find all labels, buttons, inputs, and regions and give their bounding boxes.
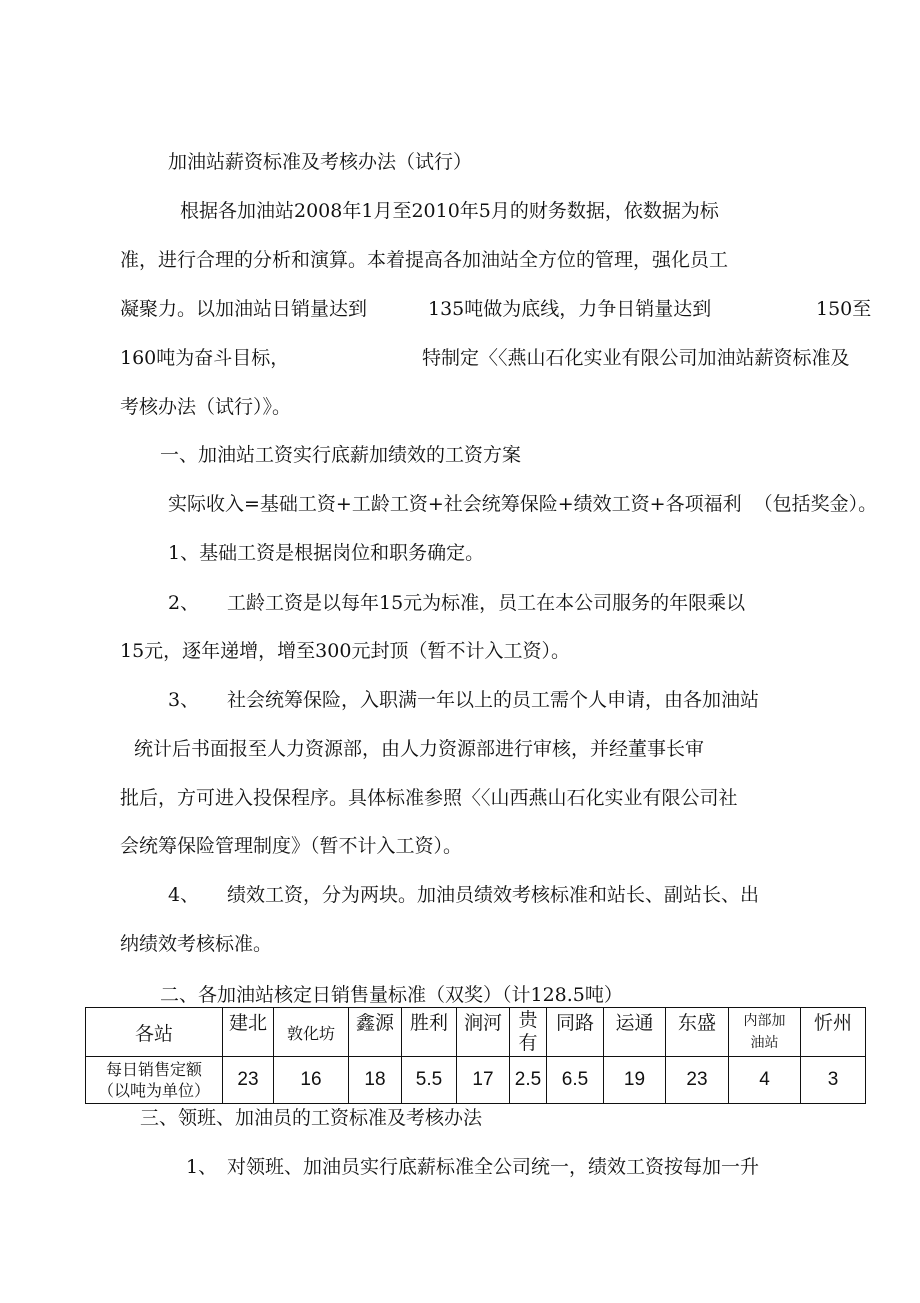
item-1: 1、基础工资是根据岗位和职务确定。 bbox=[168, 542, 485, 564]
intro-line-3a: 凝聚力。以加油站日销量达到 bbox=[120, 298, 368, 320]
item-4-line-a: 绩效工资，分为两块。加油员绩效考核标准和站长、副站长、出 bbox=[227, 884, 760, 906]
item-3-number: 3、 bbox=[168, 689, 200, 711]
station-name-cell: 胜利 bbox=[402, 1008, 457, 1057]
table-value-row bbox=[86, 1057, 866, 1104]
intro-line-1: 根据各加油站2008年1月至2010年5月的财务数据，依数据为标 bbox=[180, 200, 719, 222]
quota-row-label-line-2: （以吨为单位） bbox=[97, 1081, 210, 1100]
station-name-cell: 建北 bbox=[223, 1008, 274, 1057]
quota-value-cell: 2.5 bbox=[510, 1057, 547, 1104]
station-name-cell: 东盛 bbox=[666, 1008, 729, 1057]
intro-line-5: 考核办法（试行）》。 bbox=[120, 396, 292, 418]
station-header-cell: 各站 bbox=[86, 1008, 223, 1057]
document-title: 加油站薪资标准及考核办法（试行） bbox=[168, 151, 473, 173]
table-header-row bbox=[86, 1008, 866, 1057]
quota-value-cell: 3 bbox=[801, 1057, 866, 1104]
station-name-cell: 鑫源 bbox=[349, 1008, 402, 1057]
section-1-title: 一、加油站工资实行底薪加绩效的工资方案 bbox=[160, 444, 522, 466]
item-4-number: 4、 bbox=[168, 884, 200, 906]
quota-value-cell: 23 bbox=[223, 1057, 274, 1104]
intro-line-4a: 160吨为奋斗目标， bbox=[120, 347, 290, 369]
section-3-item-1-number: 1、 bbox=[186, 1156, 218, 1178]
quota-value-cell: 16 bbox=[274, 1057, 349, 1104]
station-name-cell: 同路 bbox=[547, 1008, 604, 1057]
station-name-cell: 涧河 bbox=[457, 1008, 510, 1057]
station-name-cell: 运通 bbox=[604, 1008, 666, 1057]
quota-value-cell: 4 bbox=[729, 1057, 801, 1104]
intro-line-2: 准，进行合理的分析和演算。本着提高各加油站全方位的管理，强化员工 bbox=[120, 249, 729, 271]
station-name-cell: 敦化坊 bbox=[274, 1008, 349, 1057]
item-2-line-a: 工龄工资是以每年15元为标准，员工在本公司服务的年限乘以 bbox=[227, 592, 746, 614]
intro-line-3b: 135吨做为底线，力争日销量达到 bbox=[428, 298, 712, 320]
item-3-line-a: 社会统筹保险，入职满一年以上的员工需个人申请，由各加油站 bbox=[227, 689, 760, 711]
item-2-number: 2、 bbox=[168, 592, 200, 614]
station-name-cell: 忻州 bbox=[801, 1008, 866, 1057]
intro-line-4b: 特制定〈〈燕山石化实业有限公司加油站薪资标准及 bbox=[422, 347, 850, 369]
quota-value-cell: 18 bbox=[349, 1057, 402, 1104]
item-3-line-c: 批后，方可进入投保程序。具体标准参照〈〈山西燕山石化实业有限公司社 bbox=[120, 787, 738, 809]
section-1-formula: 实际收入=基础工资+工龄工资+社会统筹保险+绩效工资+各项福利 （包括奖金）。 bbox=[168, 493, 878, 515]
quota-row-label-line-1: 每日销售定额 bbox=[105, 1060, 202, 1079]
item-4-line-b: 纳绩效考核标准。 bbox=[120, 933, 273, 955]
section-2-title: 二、各加油站核定日销售量标准（双奖）（计128.5吨） bbox=[160, 984, 623, 1006]
item-3-line-b: 统计后书面报至人力资源部，由人力资源部进行审核，并经董事长审 bbox=[134, 738, 705, 760]
section-3-title: 三、领班、加油员的工资标准及考核办法 bbox=[140, 1107, 483, 1129]
station-name-cell: 贵有 bbox=[510, 1008, 547, 1057]
station-name-cell: 内部加油站 bbox=[729, 1008, 801, 1057]
quota-value-cell: 23 bbox=[666, 1057, 729, 1104]
intro-line-3c: 150至 bbox=[816, 298, 872, 320]
quota-value-cell: 6.5 bbox=[547, 1057, 604, 1104]
quota-value-cell: 5.5 bbox=[402, 1057, 457, 1104]
section-3-item-1: 对领班、加油员实行底薪标准全公司统一，绩效工资按每加一升 bbox=[227, 1156, 760, 1178]
sales-quota-table bbox=[85, 1007, 866, 1104]
item-2-line-b: 15元，逐年递增，增至300元封顶（暂不计入工资）。 bbox=[120, 640, 570, 662]
quota-row-label bbox=[86, 1057, 223, 1104]
quota-value-cell: 19 bbox=[604, 1057, 666, 1104]
item-3-line-d: 会统筹保险管理制度》（暂不计入工资）。 bbox=[120, 835, 463, 857]
quota-value-cell: 17 bbox=[457, 1057, 510, 1104]
